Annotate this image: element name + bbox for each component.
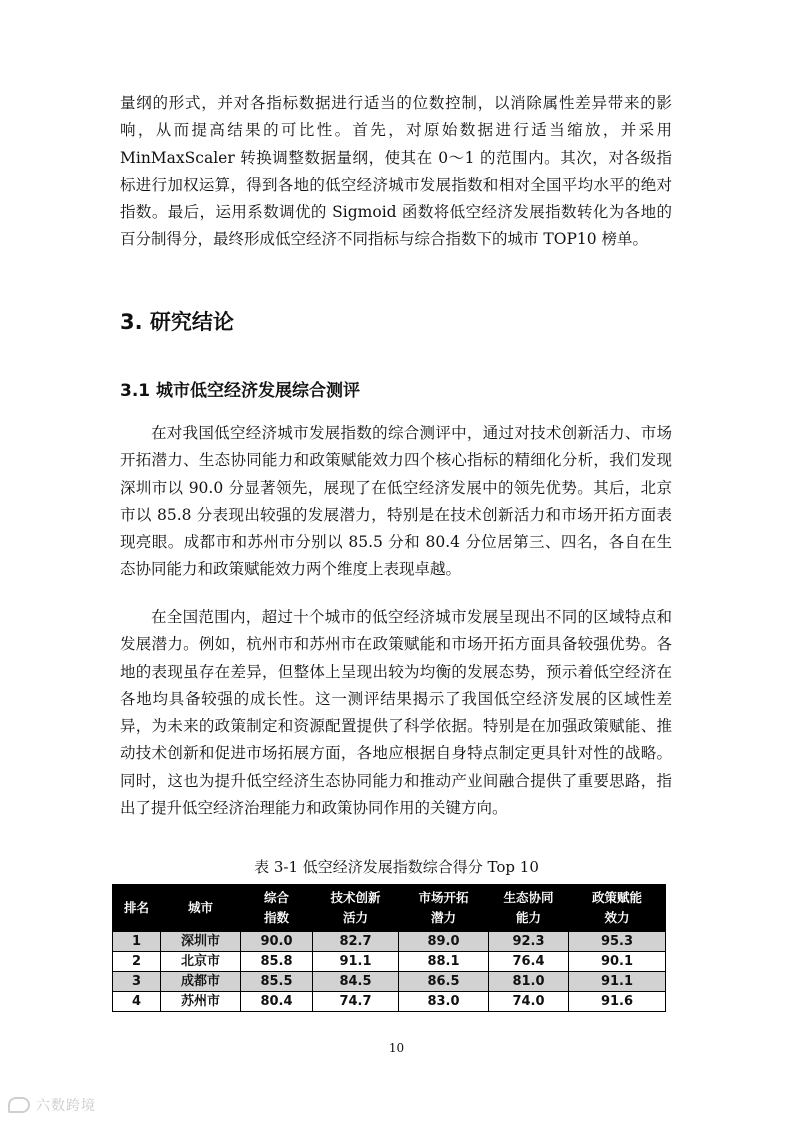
cell-rank: 1 <box>113 932 161 952</box>
cell-rank: 3 <box>113 972 161 992</box>
table-caption: 表 3-1 低空经济发展指数综合得分 Top 10 <box>254 858 539 876</box>
cell-composite: 80.4 <box>241 992 313 1012</box>
cell-market: 88.1 <box>399 952 489 972</box>
page-number: 10 <box>388 1041 405 1055</box>
intro-paragraph: 量纲的形式，并对各指标数据进行适当的位数控制，以消除属性差异带来的影响，从而提高结果的可比性。首先，对原始数据进行适当缩放，并采用 MinMaxScaler 转换调整数据量纲，使其在 0～1 的范围内。其次，对各级指标进行加权运算，得到各地的低空经济城市发展指数和相对全国平均水平的绝对指数。最后，运用系数调优的 Sigmoid 函数将低空经济发展指数转化为各地的百分制得分，最终形成低空经济不同指标与综合指数下的城市 TOP10 榜单。 <box>120 94 672 249</box>
header-city: 城市 <box>161 885 241 932</box>
cell-rank: 2 <box>113 952 161 972</box>
watermark <box>8 1095 96 1115</box>
cell-eco: 92.3 <box>489 932 569 952</box>
subsection-heading: 3.1 城市低空经济发展综合测评 <box>120 381 361 401</box>
cell-city: 深圳市 <box>161 932 241 952</box>
cell-tech: 91.1 <box>313 952 399 972</box>
cell-policy: 95.3 <box>569 932 666 952</box>
cell-tech: 82.7 <box>313 932 399 952</box>
cell-policy: 90.1 <box>569 952 666 972</box>
cell-policy: 91.1 <box>569 972 666 992</box>
body-paragraph-1: 在对我国低空经济城市发展指数的综合测评中，通过对技术创新活力、市场开拓潜力、生态协同能力和政策赋能效力四个核心指标的精细化分析，我们发现深圳市以 90.0 分显著领先，展现了在低空经济发展中的领先优势。其后，北京市以 85.8 分表现出较强的发展潜力，特别是在技术创新活力和市场开拓方面表现亮眼。成都市和苏州市分别以 85.5 分和 80.4 分位居第三、四名，各自在生态协同能力和政策赋能效力两个维度上表现卓越。 <box>120 424 672 579</box>
cell-market: 83.0 <box>399 992 489 1012</box>
header-market-expansion: 市场开拓 潜力 <box>399 885 489 932</box>
cell-market: 86.5 <box>399 972 489 992</box>
header-eco-synergy: 生态协同 能力 <box>489 885 569 932</box>
cell-tech: 74.7 <box>313 992 399 1012</box>
cell-city: 苏州市 <box>161 992 241 1012</box>
cell-eco: 81.0 <box>489 972 569 992</box>
cell-city: 成都市 <box>161 972 241 992</box>
table-header-row <box>113 885 666 932</box>
watermark-logo-icon <box>8 1097 30 1113</box>
table-row <box>113 992 666 1012</box>
body-paragraph-2: 在全国范围内，超过十个城市的低空经济城市发展呈现出不同的区域特点和发展潜力。例如，杭州市和苏州市在政策赋能和市场开拓方面具备较强优势。各地的表现虽存在差异，但整体上呈现出较为均衡的发展态势，预示着低空经济在各地均具备较强的成长性。这一测评结果揭示了我国低空经济发展的区域性差异，为未来的政策制定和资源配置提供了科学依据。特别是在加强政策赋能、推动技术创新和促进市场拓展方面，各地应根据自身特点制定更具针对性的战略。同时，这也为提升低空经济生态协同能力和推动产业间融合提供了重要思路，指出了提升低空经济治理能力和政策协同作用的关键方向。 <box>120 608 672 818</box>
section-heading: 3. 研究结论 <box>120 310 234 334</box>
table-row <box>113 952 666 972</box>
watermark-text: 六数跨境 <box>36 1098 96 1114</box>
header-tech-innovation: 技术创新 活力 <box>313 885 399 932</box>
score-table <box>112 884 666 1012</box>
cell-composite: 85.5 <box>241 972 313 992</box>
header-rank: 排名 <box>113 885 161 932</box>
header-policy-empowerment: 政策赋能 效力 <box>569 885 666 932</box>
cell-tech: 84.5 <box>313 972 399 992</box>
cell-composite: 90.0 <box>241 932 313 952</box>
header-composite-index: 综合 指数 <box>241 885 313 932</box>
cell-composite: 85.8 <box>241 952 313 972</box>
cell-rank: 4 <box>113 992 161 1012</box>
cell-city: 北京市 <box>161 952 241 972</box>
cell-eco: 76.4 <box>489 952 569 972</box>
table-row <box>113 932 666 952</box>
table-row <box>113 972 666 992</box>
cell-eco: 74.0 <box>489 992 569 1012</box>
cell-market: 89.0 <box>399 932 489 952</box>
cell-policy: 91.6 <box>569 992 666 1012</box>
